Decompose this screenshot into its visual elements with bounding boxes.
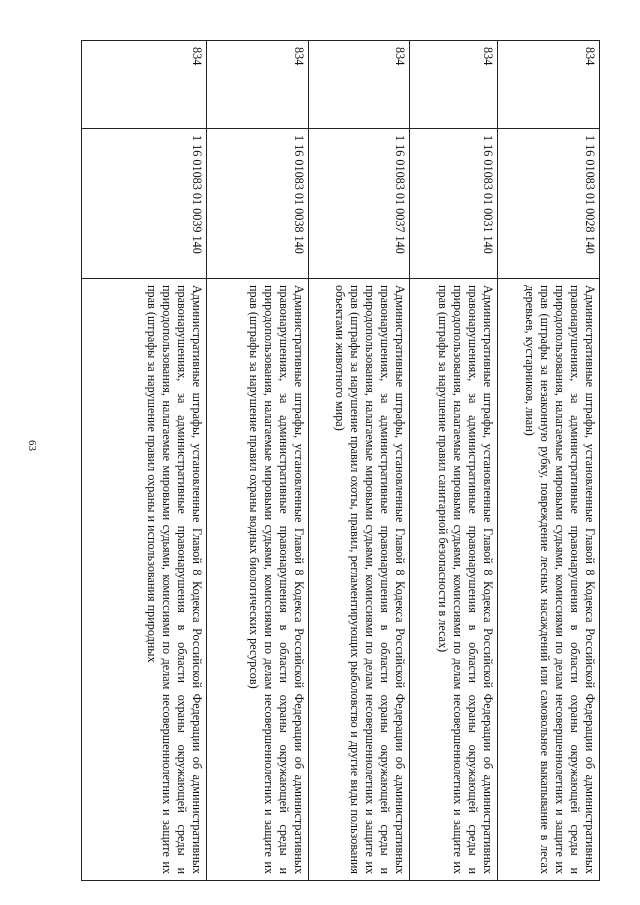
name-cell: Административные штрафы, установленные Главой 8 Кодекса Российской Федерации об административных правонарушениях, за административные правонарушения в области охраны окружающей среды и природопользования, налагаемые мировыми судьями, комиссиями по делам несовершеннолетних и защите их прав (штрафы за нарушение правил охраны и использования природных [82,279,207,881]
table-row [207,41,309,881]
admin-code-cell: 834 [309,41,410,129]
kbk-cell: 1 16 01083 01 0031 140 [410,129,498,279]
kbk-cell: 1 16 01083 01 0039 140 [82,129,207,279]
revenue-codes-table [60,40,600,880]
name-cell: Административные штрафы, установленные Главой 8 Кодекса Российской Федерации об административных правонарушениях, за административные правонарушения в области охраны окружающей среды и природопользования, налагаемые мировыми судьями, комиссиями по делам несовершеннолетних и защите их прав (штрафы за незаконную рубку, повреждение лесных насаждений или самовольное выкапывание в лесах деревьев, кустарников, лиан) [498,279,600,881]
admin-code-cell: 834 [207,41,309,129]
name-cell: Административные штрафы, установленные Главой 8 Кодекса Российской Федерации об административных правонарушениях, за административные правонарушения в области охраны окружающей среды и природопользования, налагаемые мировыми судьями, комиссиями по делам несовершеннолетних и защите их прав (штрафы за нарушение правил охоты, правил, регламентирующих рыболовство и другие виды пользования объектами животного мира) [309,279,410,881]
table-row [82,41,207,881]
admin-code-cell: 834 [410,41,498,129]
kbk-cell: 1 16 01083 01 0037 140 [309,129,410,279]
kbk-cell: 1 16 01083 01 0038 140 [207,129,309,279]
page-number: 63 [26,440,38,451]
table-row [309,41,410,881]
name-cell: Административные штрафы, установленные Главой 8 Кодекса Российской Федерации об административных правонарушениях, за административные правонарушения в области охраны окружающей среды и природопользования, налагаемые мировыми судьями, комиссиями по делам несовершеннолетних и защите их прав (штрафы за нарушение правил санитарной безопасности в лесах) [410,279,498,881]
admin-code-cell: 834 [498,41,600,129]
kbk-cell: 1 16 01083 01 0028 140 [498,129,600,279]
admin-code-cell: 834 [82,41,207,129]
table [81,40,600,881]
name-cell: Административные штрафы, установленные Главой 8 Кодекса Российской Федерации об административных правонарушениях, за административные правонарушения в области охраны окружающей среды и природопользования, налагаемые мировыми судьями, комиссиями по делам несовершеннолетних и защите их прав (штрафы за нарушение правил охраны водных биологических ресурсов) [207,279,309,881]
table-row [498,41,600,881]
table-row [410,41,498,881]
